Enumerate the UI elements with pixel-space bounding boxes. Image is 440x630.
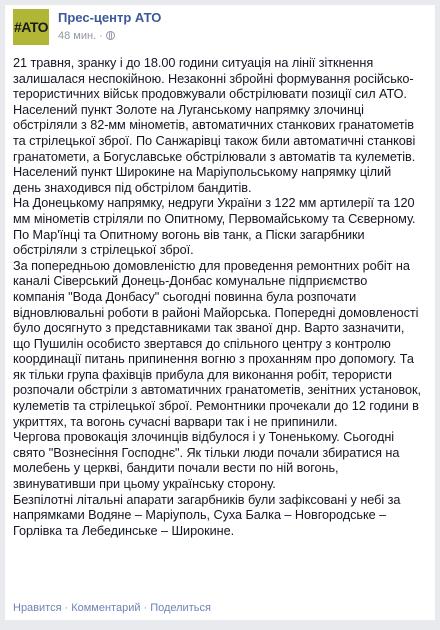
action-separator: · [143,602,148,614]
post-text-line: та стрілецької зброї. По Санжарівці також били автоматичні станкові [13,133,416,148]
post-text-line: Чергова провокація злочинців відбулося і у Тоненькому. Сьогодні [13,430,395,445]
post-text-line: компанія "Вода Донбасу" сьогодні повинна була розпочати [13,289,357,304]
post-text-line: що Пушилін особисто звертався до спільного центру з контролю [13,336,391,351]
meta-separator: · [99,30,103,42]
post-text-line: На Донецькому напрямку, недруги України з 122 мм артилерії та 120 [13,196,415,211]
post-text-line: Населений пункт Широкине на Маріупольському напрямку цілий [13,165,392,180]
post-text-line: напрямками Водяне – Маріуполь, Суха Балка – Новгородське – [13,508,387,523]
post-text-line: Населений пункт Золоте на Луганському напрямку злочинці [13,102,364,117]
post-text-line: день знаходився під обстрілом бандитів. [13,180,252,195]
post-text-line: каналі Сіверський Донець-Донбас комунальне підприємство [13,274,368,289]
post-body [13,56,431,539]
action-separator: · [64,602,69,614]
post-meta [58,30,115,42]
post-text-line: Безпілотні літальні апарати загарбників були зафіксовані у небі за [13,492,401,507]
post-text-line: залишалася неспокійною. Незаконні збройні формування російсько- [13,71,414,86]
page-avatar[interactable]: #ATO [13,9,49,45]
post-text-line: звинувативши при цьому українську сторону. [13,477,276,492]
post-text-line: Горлівка та Лебединське – Широкине. [13,523,235,538]
post-text-line: було досягнуто з представниками так званої днр. Варто зазначити, [13,321,405,336]
post-text-line: укриттях, та вогонь сучасні варвари так і не припинили. [13,414,338,429]
post-text-line: координації питань припинення вогню з проханням про допомогу. Та [13,352,414,367]
post-text-line: За попередньою домовленістю для проведення ремонтних робіт на [13,258,410,273]
post-text-line: обстріляли з 82-мм мінометів, автоматичних станкових гранатометів [13,118,414,133]
post-text-line: 21 травня, зранку і до 18.00 години ситуація на лінії зіткнення [13,56,374,70]
post-text-line: терористичних військ продовжували обстрілювати позиції сил АТО. [13,87,407,102]
share-button[interactable]: Поделиться [150,602,211,614]
post-text-line: обстріляли з стрілецької зброї. [13,243,194,258]
post-text-line: молебень у церкві, бандити почали вести по ній вогонь, [13,461,339,476]
post-header [13,9,427,45]
post-actions [13,602,211,614]
post-timestamp[interactable]: 48 мин. [58,30,97,42]
page-name-link[interactable]: Прес-центр АТО [58,10,162,25]
post-text-line: По Мар'їнці та Опитному вогонь вів танк, а Піски загарбники [13,227,365,242]
post-text-line: свято "Вознесіння Господнє". Як тільки люди почали збиратися на [13,445,400,460]
post-card [5,5,435,620]
like-button[interactable]: Нравится [13,602,62,614]
post-text-line: розпочали обстріли з автоматичних гранатометів, зенітних установок, [13,383,421,398]
post-text-line: як тільки група фахівців прибула для виконання робіт, терористи [13,367,392,382]
globe-icon[interactable] [106,31,115,40]
comment-button[interactable]: Комментарий [71,602,141,614]
post-text-line: мм мінометів стріляли по Опитному, Первомайському та Сєверному. [13,211,416,226]
post-text-line: гранатомети, а Богуславське обстрілювали з автоматів та кулеметів. [13,149,416,164]
post-text-line: кулеметів та стрілецької зброї. Ремонтники прочекали до 12 години в [13,399,419,414]
post-text-line: відновлювальні роботи в районі Майорська. Попередні домовленості [13,305,419,320]
